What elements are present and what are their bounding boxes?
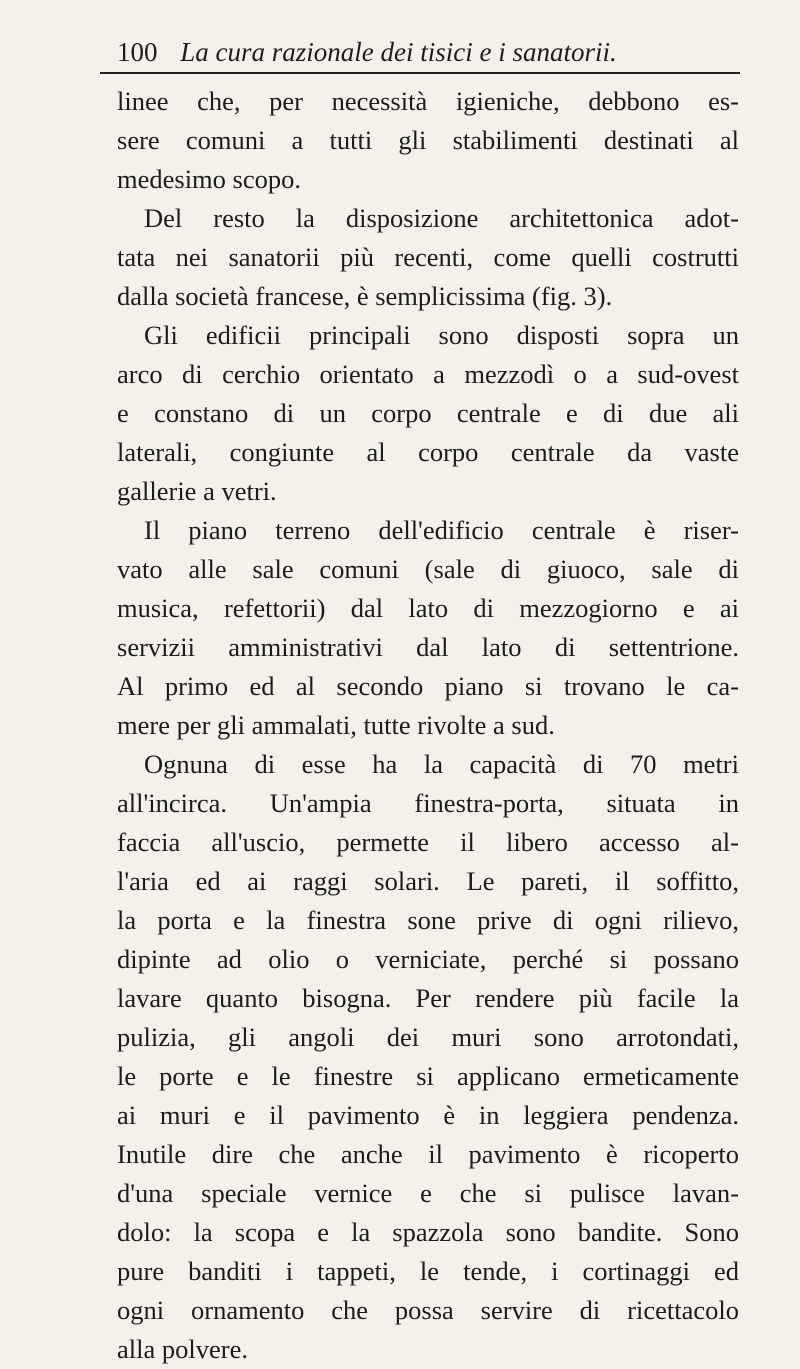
text-line: Al primo ed al secondo piano si trovano le ca-: [117, 671, 739, 701]
running-title: La cura razionale dei tisici e i sanatorii.: [180, 37, 617, 67]
text-line: laterali, congiunte al corpo centrale da vaste: [117, 437, 739, 467]
text-line: la porta e la finestra sone prive di ogni rilievo,: [117, 905, 739, 935]
text-line: tata nei sanatorii più recenti, come quelli costrutti: [117, 242, 739, 272]
text-line: medesimo scopo.: [117, 164, 301, 194]
text-line: pulizia, gli angoli dei muri sono arrotondati,: [117, 1022, 739, 1052]
header-rule: [100, 72, 740, 74]
text-line: Inutile dire che anche il pavimento è ricoperto: [117, 1139, 739, 1169]
text-line: dolo: la scopa e la spazzola sono bandite. Sono: [117, 1217, 739, 1247]
text-line: ai muri e il pavimento è in leggiera pendenza.: [117, 1100, 739, 1130]
text-line: linee che, per necessità igieniche, debbono es-: [117, 86, 739, 116]
text-line: ogni ornamento che possa servire di ricettacolo: [117, 1295, 739, 1325]
text-line: lavare quanto bisogna. Per rendere più facile la: [117, 983, 739, 1013]
text-line: e constano di un corpo centrale e di due ali: [117, 398, 739, 428]
text-line: Del resto la disposizione architettonica adot-: [144, 203, 739, 233]
page-number: 100: [117, 37, 158, 67]
text-line: Gli edificii principali sono disposti sopra un: [144, 320, 739, 350]
text-line: dipinte ad olio o verniciate, perché si possano: [117, 944, 739, 974]
text-line: Il piano terreno dell'edificio centrale è riser-: [144, 515, 739, 545]
page-header: [117, 32, 757, 72]
text-line: faccia all'uscio, permette il libero accesso al-: [117, 827, 739, 857]
text-line: l'aria ed ai raggi solari. Le pareti, il soffitto,: [117, 866, 739, 896]
text-line: dalla società francese, è semplicissima (fig. 3).: [117, 281, 613, 311]
text-line: mere per gli ammalati, tutte rivolte a sud.: [117, 710, 555, 740]
text-line: arco di cerchio orientato a mezzodì o a sud-ovest: [117, 359, 739, 389]
text-line: pure banditi i tappeti, le tende, i cortinaggi ed: [117, 1256, 739, 1286]
text-line: sere comuni a tutti gli stabilimenti destinati al: [117, 125, 739, 155]
text-line: le porte e le finestre si applicano ermeticamente: [117, 1061, 739, 1091]
text-line: vato alle sale comuni (sale di giuoco, sale di: [117, 554, 739, 584]
text-line: all'incirca. Un'ampia finestra-porta, situata in: [117, 788, 739, 818]
text-line: alla polvere.: [117, 1334, 248, 1364]
text-line: servizii amministrativi dal lato di settentrione.: [117, 632, 739, 662]
text-line: d'una speciale vernice e che si pulisce lavan-: [117, 1178, 739, 1208]
text-line: gallerie a vetri.: [117, 476, 277, 506]
body-text: [117, 82, 739, 1369]
text-line: Ognuna di esse ha la capacità di 70 metri: [144, 749, 739, 779]
text-line: musica, refettorii) dal lato di mezzogiorno e ai: [117, 593, 739, 623]
